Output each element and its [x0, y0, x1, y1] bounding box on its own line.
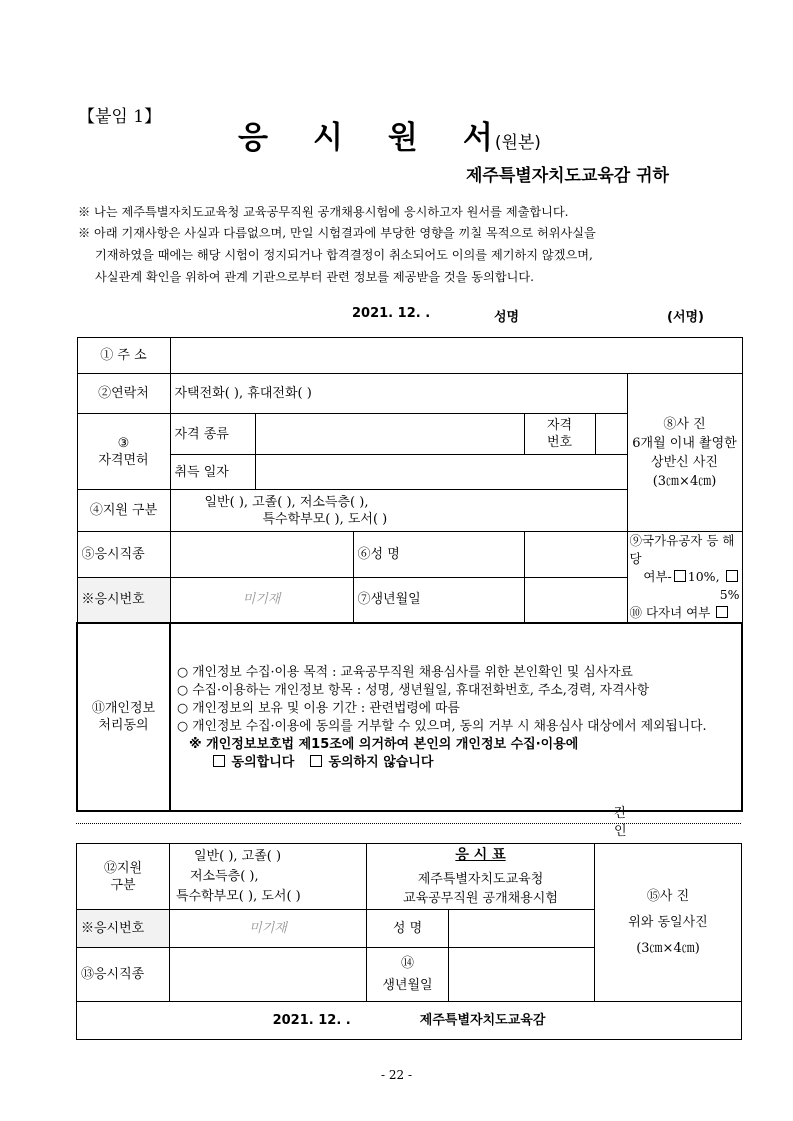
license-type-label: 자격 종류	[170, 414, 255, 455]
exam-no-value: 미기재	[170, 577, 353, 623]
ticket-date: 2021. 12. .	[272, 1013, 351, 1028]
privacy-item: ○ 수집·이용하는 개인정보 항목 : 성명, 생년월일, 휴대전화번호, 주소,경력, 자격사항	[177, 682, 650, 698]
birth-label: ⑦생년월일	[353, 577, 524, 623]
title-char: 응	[238, 120, 268, 156]
license-date-label: 취득 일자	[170, 455, 255, 490]
apply-type-line: 일반( ), 고졸( ), 저소득층( ),	[204, 494, 369, 510]
birth-field[interactable]	[524, 577, 627, 623]
disagree-label: 동의하지 않습니다	[328, 754, 434, 770]
contact-field[interactable]: 자택전화( ), 휴대전화( )	[170, 374, 627, 414]
ticket-birth-field[interactable]	[449, 948, 595, 1002]
apply-type-field[interactable]	[170, 490, 627, 532]
license-label: ③ 자격면허	[77, 414, 170, 490]
ticket-apply-line: 일반( ), 고졸( )	[194, 848, 282, 864]
merit-10-label: 10%,	[687, 569, 720, 584]
multichild-checkbox[interactable]	[716, 606, 728, 618]
cut-line	[76, 823, 741, 824]
attachment-label: 【붙임 1】	[78, 107, 162, 127]
privacy-item: ○ 개인정보의 보유 및 이용 기간 : 관련법령에 따름	[177, 700, 460, 716]
consent-options	[177, 754, 735, 771]
job-field[interactable]	[170, 532, 353, 578]
ticket-name-field[interactable]	[449, 910, 595, 948]
address-field[interactable]	[170, 338, 742, 374]
photo-box: ⑧사 진 6개월 이내 촬영한 상반신 사진 (3㎝×4㎝)	[627, 374, 742, 532]
ticket-apply-line: 특수학부모( ), 도서( )	[176, 888, 301, 904]
multichild-label: ⑩ 다자녀 여부	[629, 605, 711, 620]
name-label: ⑥성 명	[357, 546, 400, 562]
ticket-job-label: ⑬응시직종	[77, 948, 170, 1002]
name-field[interactable]	[524, 532, 627, 578]
signature-date: 2021. 12. .	[352, 306, 431, 321]
ticket-heading: 응 시 표	[455, 846, 506, 863]
title-subtitle: (원본)	[494, 133, 541, 153]
signature-name-label: 성명	[494, 310, 520, 325]
license-date-field[interactable]	[255, 455, 627, 490]
ticket-name-label: 성 명	[367, 910, 449, 948]
privacy-law: ※ 개인정보보호법 제15조에 의거하여 본인의 개인정보 수집·이용에	[189, 736, 579, 752]
merit-prefix: 여부-	[643, 569, 672, 584]
privacy-consent-block	[170, 623, 742, 811]
admission-ticket	[76, 843, 742, 1040]
apply-type-line: 특수학부모( ), 도서( )	[262, 511, 388, 527]
title-char: 시	[312, 120, 343, 156]
ticket-issuer-bottom: 제주특별자치도교육감	[419, 1013, 546, 1028]
signature-sign-label: (서명)	[667, 310, 704, 325]
merit-5-label: 5%	[719, 587, 740, 602]
note-line: 기재하였을 때에는 해당 시험이 정지되거나 합격결정이 취소되어도 이의를 제기하지 않겠으며,	[95, 248, 593, 262]
ticket-birth-label: ⑭ 생년월일	[367, 948, 449, 1002]
ticket-footer-row	[77, 1002, 742, 1040]
title-char: 원	[387, 120, 418, 156]
license-no-label: 자격 번호	[524, 414, 595, 455]
license-no-field[interactable]	[595, 414, 627, 455]
merit-5-checkbox[interactable]	[726, 570, 738, 582]
agree-label: 동의합니다	[231, 754, 295, 770]
ticket-exam: 교육공무직원 공개채용시험	[403, 890, 558, 906]
disagree-checkbox[interactable]	[310, 755, 322, 767]
job-label: ⑤응시직종	[77, 532, 170, 578]
recipient: 제주특별자치도교육감 귀하	[466, 166, 669, 186]
privacy-item: ○ 개인정보 수집·이용에 동의를 거부할 수 있으며, 동의 거부 시 채용심사 대상에서 제외됩니다.	[177, 718, 707, 734]
note-line: ※ 나는 제주특별자치도교육청 교육공무직원 공개채용시험에 응시하고자 원서를 제출합니다.	[78, 205, 569, 219]
privacy-label: ⑪개인정보 처리동의	[77, 623, 170, 811]
ticket-issuer: 제주특별자치도교육청	[417, 871, 544, 887]
apply-type-label: ④지원 구분	[77, 490, 170, 532]
address-label: ① 주 소	[77, 338, 170, 374]
ticket-heading-cell	[367, 844, 595, 910]
ticket-apply-line: 저소득층( ),	[190, 868, 259, 884]
merit-options	[630, 568, 740, 604]
privacy-item: ○ 개인정보 수집·이용 목적 : 교육공무직원 채용심사를 위한 본인확인 및 심사자료	[177, 664, 633, 680]
page-number: - 22 -	[380, 1068, 412, 1082]
name-label-cell	[353, 532, 524, 578]
license-type-field[interactable]	[255, 414, 524, 455]
application-form	[76, 337, 743, 812]
title-char: 서	[462, 120, 493, 156]
contact-label: ②연락처	[77, 374, 170, 414]
agree-checkbox[interactable]	[213, 755, 225, 767]
multichild-row	[630, 604, 740, 622]
exam-no-label: ※응시번호	[77, 577, 170, 623]
merit-label: ⑨국가유공자 등 해당	[629, 533, 735, 566]
ticket-exam-no-value: 미기재	[170, 910, 367, 948]
note-line: 사실관계 확인을 위하여 관계 기관으로부터 관련 정보를 제공받을 것을 동의합니다.	[95, 270, 535, 284]
ticket-photo-box: ⑮사 진 위와 동일사진 (3㎝×4㎝)	[595, 844, 742, 1002]
merit-cell	[627, 532, 742, 624]
ticket-exam-no-label: ※응시번호	[77, 910, 170, 948]
merit-10-checkbox[interactable]	[674, 570, 686, 582]
ticket-apply-type-label: ⑫지원 구분	[77, 844, 170, 910]
ticket-apply-type-field[interactable]	[170, 844, 367, 910]
seal-mark: 간 인	[614, 806, 627, 839]
document-title	[238, 112, 541, 157]
note-line: ※ 아래 기재사항은 사실과 다름없으며, 만일 시험결과에 부당한 영향을 끼칠 목적으로 허위사실을	[78, 226, 596, 240]
ticket-job-field[interactable]	[170, 948, 367, 1002]
